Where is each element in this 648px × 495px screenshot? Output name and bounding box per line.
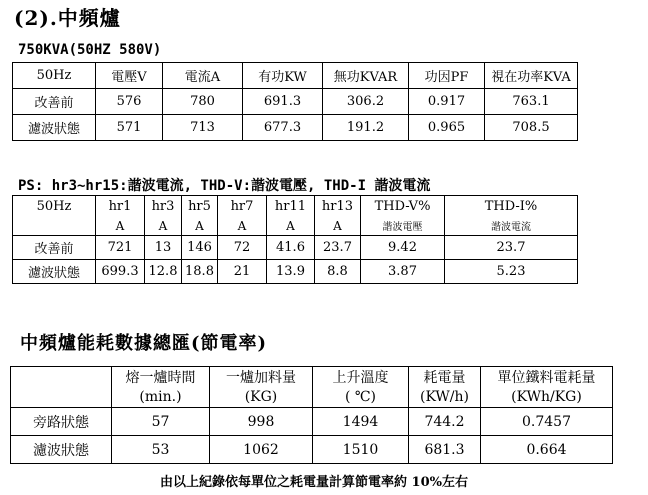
table-cell: 5.23 — [445, 260, 578, 284]
header-cell: 熔一爐時間 — [112, 367, 210, 388]
table-cell: 1062 — [210, 436, 313, 464]
table-cell: 0.7457 — [481, 408, 613, 436]
table-row — [13, 89, 578, 115]
table-cell: 0.917 — [409, 89, 485, 115]
power-table — [12, 62, 578, 141]
header-cell: 一爐加料量 — [210, 367, 313, 388]
table-row — [11, 436, 613, 464]
header-cell: 電流A — [163, 63, 243, 89]
unit-cell: A — [218, 216, 267, 236]
harmonics-unit-row — [13, 216, 578, 236]
table-cell: 53 — [112, 436, 210, 464]
unit-cell: (KWh/KG) — [481, 387, 613, 408]
document-title: (2).中頻爐 — [14, 6, 121, 30]
table-cell: 13.9 — [267, 260, 315, 284]
header-cell: hr13 — [315, 196, 361, 217]
table-cell: 699.3 — [96, 260, 145, 284]
table-cell: 13 — [145, 236, 182, 260]
table-cell: 8.8 — [315, 260, 361, 284]
header-cell — [11, 367, 112, 388]
unit-cell — [13, 216, 96, 236]
header-cell: THD-I% — [445, 196, 578, 217]
table-cell: 146 — [182, 236, 218, 260]
table-cell: 191.2 — [323, 115, 409, 141]
unit-cell: A — [267, 216, 315, 236]
table-cell: 713 — [163, 115, 243, 141]
table-cell: 18.8 — [182, 260, 218, 284]
header-cell: hr3 — [145, 196, 182, 217]
table-cell: 780 — [163, 89, 243, 115]
unit-cell: 諧波電壓 — [361, 216, 445, 236]
row-label: 濾波狀態 — [11, 436, 112, 464]
energy-summary-table — [10, 366, 613, 464]
table-cell: 72 — [218, 236, 267, 260]
energy-header-row — [11, 367, 613, 388]
header-cell: 50Hz — [13, 196, 96, 217]
table-cell: 57 — [112, 408, 210, 436]
table-cell: 0.965 — [409, 115, 485, 141]
section-title: 中頻爐能耗數據總匯(節電率) — [20, 333, 268, 354]
table-cell: 1510 — [313, 436, 409, 464]
table-cell: 681.3 — [409, 436, 481, 464]
header-cell: 50Hz — [13, 63, 96, 89]
table-cell: 9.42 — [361, 236, 445, 260]
table-cell: 1494 — [313, 408, 409, 436]
header-cell: hr11 — [267, 196, 315, 217]
table-cell: 12.8 — [145, 260, 182, 284]
footer-note: 由以上紀錄依每單位之耗電量計算節電率約 10%左右 — [160, 475, 468, 490]
table-cell: 677.3 — [243, 115, 323, 141]
header-cell: 耗電量 — [409, 367, 481, 388]
row-label: 濾波狀態 — [13, 260, 96, 284]
table-row — [13, 236, 578, 260]
table-cell: 3.87 — [361, 260, 445, 284]
table-cell: 0.664 — [481, 436, 613, 464]
header-cell: hr1 — [96, 196, 145, 217]
table-cell: 998 — [210, 408, 313, 436]
table-cell: 571 — [96, 115, 163, 141]
row-label: 改善前 — [13, 236, 96, 260]
header-cell: hr7 — [218, 196, 267, 217]
unit-cell: A — [145, 216, 182, 236]
table-cell: 576 — [96, 89, 163, 115]
table-cell: 708.5 — [485, 115, 578, 141]
table-row — [13, 260, 578, 284]
table-cell: 23.7 — [315, 236, 361, 260]
table-cell: 23.7 — [445, 236, 578, 260]
header-cell: 視在功率KVA — [485, 63, 578, 89]
unit-cell — [11, 387, 112, 408]
header-cell: 電壓V — [96, 63, 163, 89]
row-label: 改善前 — [13, 89, 96, 115]
table-row — [13, 115, 578, 141]
table-cell: 41.6 — [267, 236, 315, 260]
unit-cell: A — [182, 216, 218, 236]
unit-cell: A — [315, 216, 361, 236]
harmonics-table — [12, 195, 578, 284]
header-cell: 有功KW — [243, 63, 323, 89]
unit-cell: (KW/h) — [409, 387, 481, 408]
ps-note: PS: hr3~hr15:諧波電流, THD-V:諧波電壓, THD-I 諧波電流 — [18, 178, 431, 194]
header-cell: 單位鐵料電耗量 — [481, 367, 613, 388]
unit-cell: (min.) — [112, 387, 210, 408]
table-row — [11, 408, 613, 436]
table-cell: 744.2 — [409, 408, 481, 436]
header-cell: THD-V% — [361, 196, 445, 217]
row-label: 旁路狀態 — [11, 408, 112, 436]
table-cell: 763.1 — [485, 89, 578, 115]
energy-unit-row — [11, 387, 613, 408]
spec-label: 750KVA(50HZ 580V) — [18, 42, 162, 58]
header-cell: 功因PF — [409, 63, 485, 89]
power-table-header-row — [13, 63, 578, 89]
unit-cell: (KG) — [210, 387, 313, 408]
unit-cell: ( ℃) — [313, 387, 409, 408]
table-cell: 691.3 — [243, 89, 323, 115]
table-cell: 21 — [218, 260, 267, 284]
row-label: 濾波狀態 — [13, 115, 96, 141]
header-cell: hr5 — [182, 196, 218, 217]
unit-cell: A — [96, 216, 145, 236]
unit-cell: 諧波電流 — [445, 216, 578, 236]
table-cell: 306.2 — [323, 89, 409, 115]
table-cell: 721 — [96, 236, 145, 260]
header-cell: 上升溫度 — [313, 367, 409, 388]
harmonics-header-row — [13, 196, 578, 217]
header-cell: 無功KVAR — [323, 63, 409, 89]
